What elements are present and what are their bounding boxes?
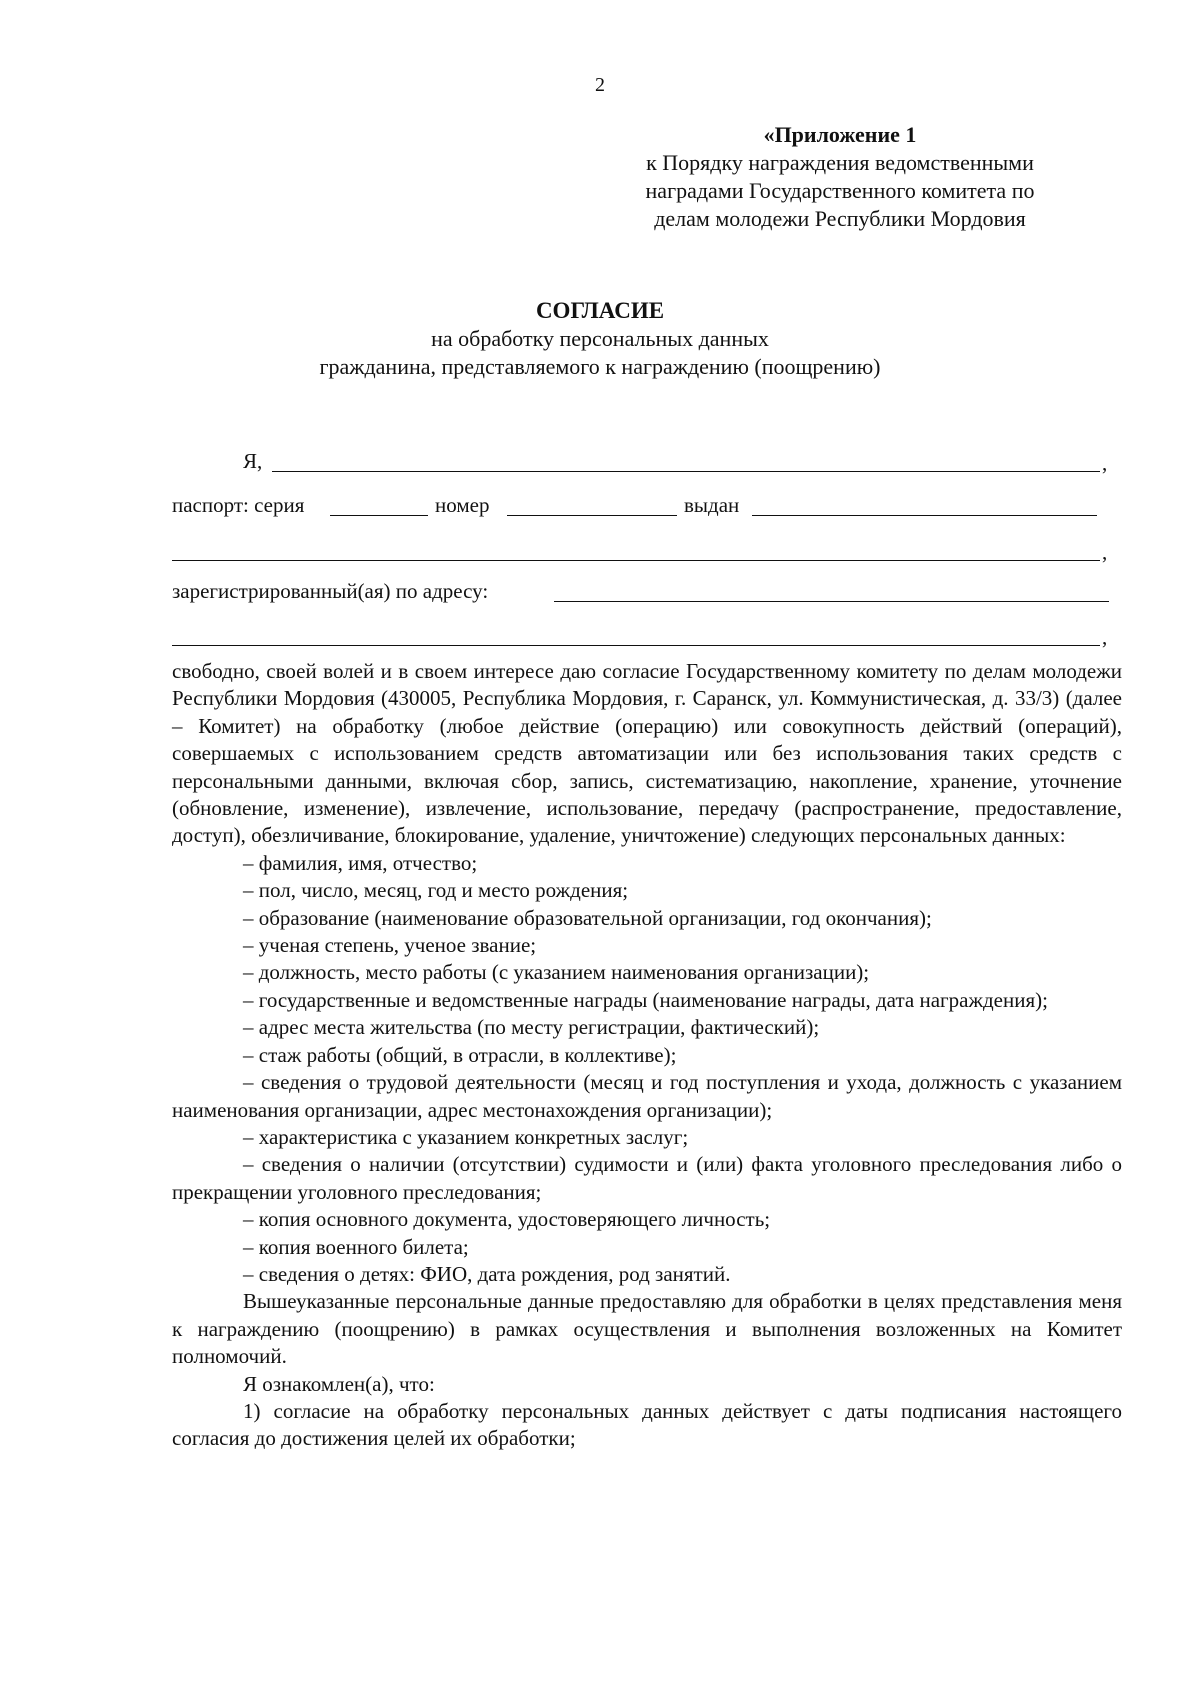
- issued-comma: ,: [1102, 540, 1108, 564]
- data-list-item: – характеристика с указанием конкретных заслуг;: [243, 1124, 689, 1149]
- page-number: 2: [595, 74, 605, 96]
- clause-1-paragraph: 1) согласие на обработку персональных данных действует с даты подписания настоящего согласия до достижения целей их обработки;: [172, 1398, 1122, 1451]
- acknowledge-paragraph: Я ознакомлен(а), что:: [243, 1371, 435, 1396]
- data-list-item: – стаж работы (общий, в отрасли, в коллективе);: [243, 1042, 677, 1067]
- address-continuation-row: [172, 620, 1124, 650]
- data-list-item: – адрес места жительства (по месту регистрации, фактический);: [243, 1015, 820, 1040]
- data-list-item: – фамилия, имя, отчество;: [243, 850, 478, 875]
- data-list-item: – копия основного документа, удостоверяющего личность;: [243, 1207, 771, 1232]
- consent-intro-paragraph: свободно, своей волей и в своем интересе даю согласие Государственному комитету по делам молодежи Республики Мордовия (430005, Республика Мордовия, г. Саранск, ул. Коммунистическая, д. 33/3) (далее – Комитет) на обработку (любое действие (операцию) или совокупность действий (операций), совершаемых с использованием средств автоматизации или без использования таких средств с персональными данными, включая сбор, запись, систематизацию, накопление, хранение, уточнение (обновление, изменение), извлечение, использование, передачу (распространение, предоставление, доступ), обезличивание, блокирование, удаление, уничтожение) следующих персональных данных:: [172, 659, 1122, 848]
- address-label: зарегистрированный(ая) по адресу:: [172, 579, 489, 603]
- appendix-title: «Приложение 1: [763, 122, 917, 147]
- address-continuation-field[interactable]: [172, 645, 1100, 646]
- data-list-item: – должность, место работы (с указанием наименования организации);: [243, 960, 870, 985]
- data-list-item: – сведения о детях: ФИО, дата рождения, род занятий.: [243, 1261, 731, 1286]
- data-list-item: – государственные и ведомственные награды (наименование награды, дата награждения);: [243, 987, 1048, 1012]
- name-label: Я,: [243, 449, 263, 473]
- data-list-item: – образование (наименование образовательной организации, год окончания);: [243, 905, 932, 930]
- issued-continuation-field[interactable]: [172, 560, 1100, 561]
- name-field[interactable]: [272, 471, 1100, 472]
- passport-issued-label: выдан: [684, 493, 740, 517]
- name-row: [172, 446, 1124, 476]
- name-comma: ,: [1102, 451, 1108, 475]
- consent-subtitle-2: гражданина, представляемого к награждению (поощрению): [319, 354, 881, 379]
- data-list-item: – копия военного билета;: [243, 1234, 469, 1259]
- data-list-item: – пол, число, месяц, год и место рождения;: [243, 878, 629, 903]
- consent-body: [172, 658, 1122, 1453]
- consent-title: СОГЛАСИЕ: [535, 298, 665, 323]
- issued-continuation-row: [172, 535, 1124, 565]
- appendix-line-2: наградами Государственного комитета по: [645, 178, 1035, 203]
- passport-number-label: номер: [435, 493, 490, 517]
- passport-row: [172, 490, 1124, 520]
- data-list-item: – сведения о трудовой деятельности (месяц и год поступления и ухода, должность с указанием наименования организации, адрес местонахождения организации);: [172, 1070, 1122, 1122]
- consent-subtitle-1: на обработку персональных данных: [431, 326, 769, 351]
- address-row: [172, 576, 1124, 606]
- consent-heading: [0, 297, 1200, 381]
- passport-series-label: паспорт: серия: [172, 493, 305, 517]
- data-list-item: – ученая степень, ученое звание;: [243, 933, 537, 958]
- purpose-paragraph: Вышеуказанные персональные данные предоставляю для обработки в целях представления меня к награждению (поощрению) в рамках осуществления и выполнения возложенных на Комитет полномочий.: [172, 1289, 1122, 1369]
- address-field[interactable]: [554, 601, 1109, 602]
- passport-issued-field[interactable]: [752, 515, 1097, 516]
- appendix-line-1: к Порядку награждения ведомственными: [646, 150, 1034, 175]
- passport-number-field[interactable]: [507, 515, 677, 516]
- appendix-header: [560, 121, 1120, 233]
- appendix-line-3: делам молодежи Республики Мордовия: [654, 206, 1026, 231]
- data-list-item: – сведения о наличии (отсутствии) судимости и (или) факта уголовного преследования либо о прекращении уголовного преследования;: [172, 1152, 1122, 1204]
- address-comma: ,: [1102, 625, 1108, 649]
- passport-series-field[interactable]: [330, 515, 428, 516]
